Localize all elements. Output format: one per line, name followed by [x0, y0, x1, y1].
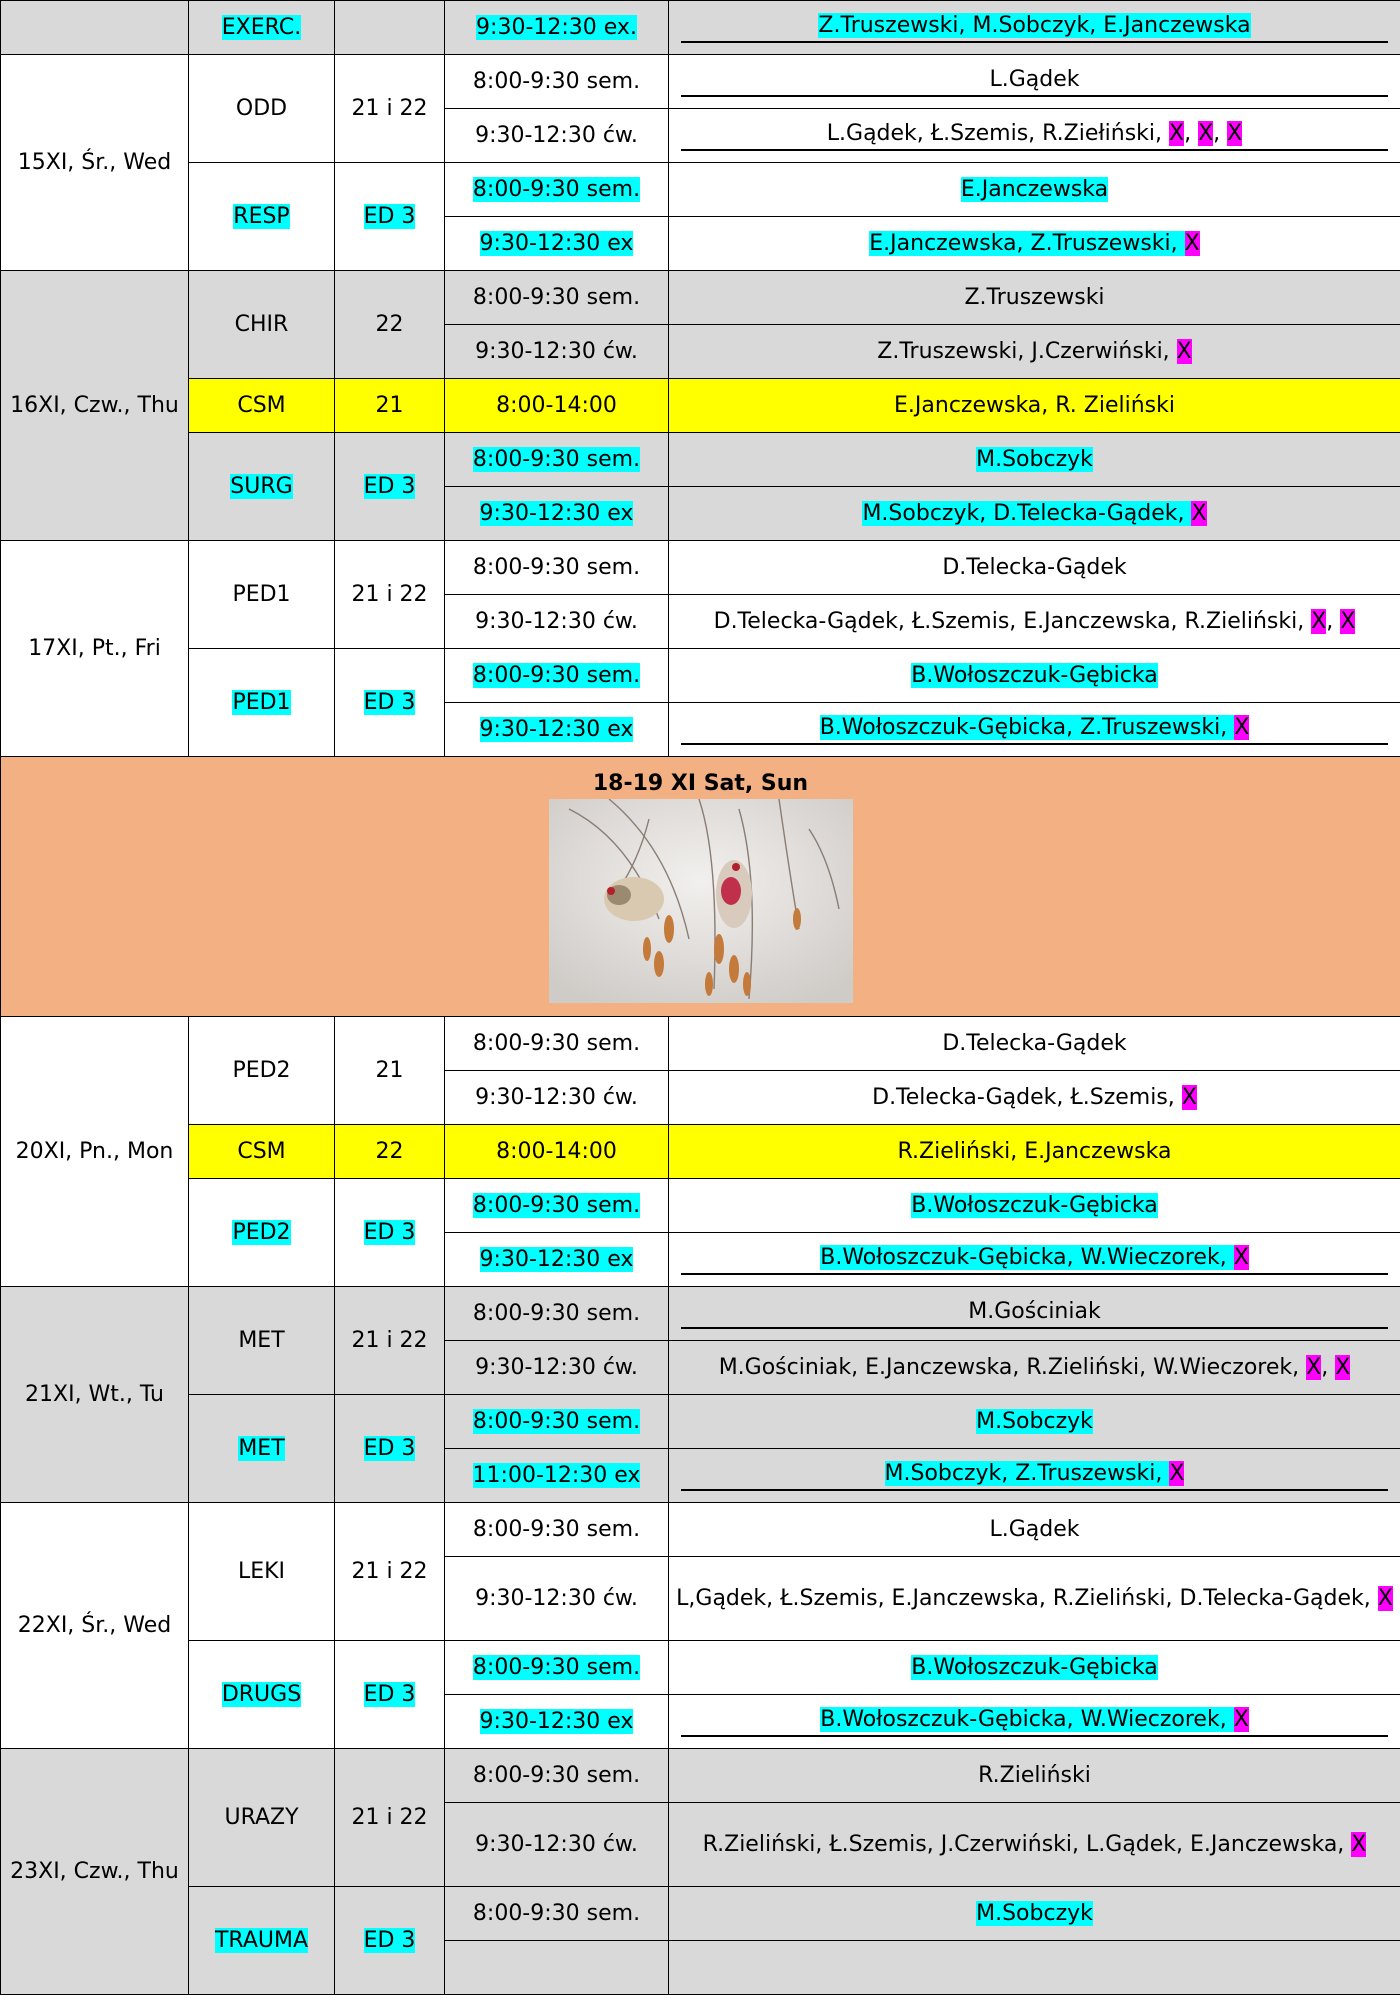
- course-cell: RESP: [189, 163, 335, 271]
- group-cell: 21 i 22: [335, 1287, 445, 1395]
- group-cell: 22: [335, 271, 445, 379]
- time-cell: 9:30-12:30 ćw.: [445, 1557, 669, 1641]
- course-cell: DRUGS: [189, 1641, 335, 1749]
- time-cell: 9:30-12:30 ćw.: [445, 1341, 669, 1395]
- time-cell: 8:00-9:30 sem.: [445, 271, 669, 325]
- group-cell: 22: [335, 1125, 445, 1179]
- teachers-cell: B.Wołoszczuk-Gębicka: [669, 1179, 1400, 1233]
- teachers-cell: B.Wołoszczuk-Gębicka, Z.Truszewski, X: [669, 703, 1400, 757]
- table-row: [1, 1, 1400, 55]
- group-cell: 21 i 22: [335, 1503, 445, 1641]
- time-cell: 8:00-9:30 sem.: [445, 541, 669, 595]
- course-cell: CHIR: [189, 271, 335, 379]
- group-cell: ED 3: [335, 433, 445, 541]
- time-cell: [445, 1941, 669, 1995]
- day-cell: 23XI, Czw., Thu: [1, 1749, 189, 1995]
- course-cell: PED1: [189, 541, 335, 649]
- table-row: [1, 1017, 1400, 1071]
- day-cell: 22XI, Śr., Wed: [1, 1503, 189, 1749]
- time-cell: 8:00-9:30 sem.: [445, 163, 669, 217]
- course-cell: PED2: [189, 1017, 335, 1125]
- teachers-cell: B.Wołoszczuk-Gębicka: [669, 1641, 1400, 1695]
- day-cell: 20XI, Pn., Mon: [1, 1017, 189, 1287]
- teachers-cell: E.Janczewska, R. Zieliński: [669, 379, 1400, 433]
- teachers-cell: L,Gądek, Ł.Szemis, E.Janczewska, R.Zieliński, D.Telecka-Gądek, X: [669, 1557, 1400, 1641]
- time-cell: 8:00-9:30 sem.: [445, 1395, 669, 1449]
- course-cell: CSM: [189, 1125, 335, 1179]
- time-cell: 8:00-14:00: [445, 1125, 669, 1179]
- time-cell: 8:00-9:30 sem.: [445, 433, 669, 487]
- table-row: [1, 1287, 1400, 1341]
- teachers-cell: L.Gądek, Ł.Szemis, R.Ziełiński, X, X, X: [669, 109, 1400, 163]
- redpoll-birds-photo: [549, 799, 853, 1003]
- group-cell: ED 3: [335, 1887, 445, 1995]
- group-cell: ED 3: [335, 163, 445, 271]
- group-cell: ED 3: [335, 1395, 445, 1503]
- weekend-cell: [1, 757, 1400, 1017]
- table-row: [1, 1179, 1400, 1233]
- group-cell: [335, 1, 445, 55]
- teachers-cell: M.Sobczyk, Z.Truszewski, X: [669, 1449, 1400, 1503]
- time-cell: 9:30-12:30 ćw.: [445, 325, 669, 379]
- teachers-cell: R.Zieliński, Ł.Szemis, J.Czerwiński, L.Gądek, E.Janczewska, X: [669, 1803, 1400, 1887]
- time-cell: 8:00-9:30 sem.: [445, 55, 669, 109]
- teachers-cell: M.Gościniak: [669, 1287, 1400, 1341]
- group-cell: ED 3: [335, 1641, 445, 1749]
- time-cell: 9:30-12:30 ex: [445, 703, 669, 757]
- weekend-row: [1, 757, 1400, 1017]
- table-row: [1, 1887, 1400, 1941]
- table-row: [1, 649, 1400, 703]
- teachers-cell: M.Sobczyk, D.Telecka-Gądek, X: [669, 487, 1400, 541]
- time-cell: 9:30-12:30 ćw.: [445, 1803, 669, 1887]
- day-cell: 15XI, Śr., Wed: [1, 55, 189, 271]
- teachers-cell: Z.Truszewski: [669, 271, 1400, 325]
- teachers-cell: E.Janczewska: [669, 163, 1400, 217]
- teachers-cell: M.Sobczyk: [669, 1887, 1400, 1941]
- course-cell: MET: [189, 1395, 335, 1503]
- group-cell: ED 3: [335, 1179, 445, 1287]
- time-cell: 8:00-9:30 sem.: [445, 1749, 669, 1803]
- teachers-cell: [669, 1941, 1400, 1995]
- time-cell: 9:30-12:30 ex: [445, 1233, 669, 1287]
- teachers-cell: D.Telecka-Gądek: [669, 541, 1400, 595]
- table-row: [1, 163, 1400, 217]
- table-row: [1, 433, 1400, 487]
- day-cell: 16XI, Czw., Thu: [1, 271, 189, 541]
- time-cell: 8:00-9:30 sem.: [445, 1887, 669, 1941]
- teachers-cell: E.Janczewska, Z.Truszewski, X: [669, 217, 1400, 271]
- group-cell: 21: [335, 1017, 445, 1125]
- course-cell: PED1: [189, 649, 335, 757]
- teachers-cell: D.Telecka-Gądek: [669, 1017, 1400, 1071]
- time-cell: 9:30-12:30 ex: [445, 217, 669, 271]
- course-cell: MET: [189, 1287, 335, 1395]
- time-cell: 9:30-12:30 ex: [445, 487, 669, 541]
- time-cell: 11:00-12:30 ex: [445, 1449, 669, 1503]
- group-cell: ED 3: [335, 649, 445, 757]
- day-cell: 21XI, Wt., Tu: [1, 1287, 189, 1503]
- group-cell: 21 i 22: [335, 1749, 445, 1887]
- teachers-cell: R.Zieliński, E.Janczewska: [669, 1125, 1400, 1179]
- teachers-cell: M.Sobczyk: [669, 433, 1400, 487]
- course-cell: LEKI: [189, 1503, 335, 1641]
- day-cell: 17XI, Pt., Fri: [1, 541, 189, 757]
- course-cell: TRAUMA: [189, 1887, 335, 1995]
- day-cell: [1, 1, 189, 55]
- table-row: [1, 541, 1400, 595]
- teachers-cell: D.Telecka-Gądek, Ł.Szemis, E.Janczewska, R.Zieliński, X, X: [669, 595, 1400, 649]
- teachers-cell: L.Gądek: [669, 55, 1400, 109]
- group-cell: 21 i 22: [335, 541, 445, 649]
- course-cell: CSM: [189, 379, 335, 433]
- table-row: [1, 271, 1400, 325]
- table-row: [1, 1749, 1400, 1803]
- teachers-cell: Z.Truszewski, M.Sobczyk, E.Janczewska: [669, 1, 1400, 55]
- course-cell: EXERC.: [189, 1, 335, 55]
- table-row: [1, 1503, 1400, 1557]
- time-cell: 9:30-12:30 ćw.: [445, 109, 669, 163]
- course-cell: URAZY: [189, 1749, 335, 1887]
- course-cell: PED2: [189, 1179, 335, 1287]
- teachers-cell: B.Wołoszczuk-Gębicka: [669, 649, 1400, 703]
- teachers-cell: D.Telecka-Gądek, Ł.Szemis, X: [669, 1071, 1400, 1125]
- time-cell: 8:00-9:30 sem.: [445, 649, 669, 703]
- teachers-cell: B.Wołoszczuk-Gębicka, W.Wieczorek, X: [669, 1233, 1400, 1287]
- group-cell: 21 i 22: [335, 55, 445, 163]
- time-cell: 8:00-9:30 sem.: [445, 1503, 669, 1557]
- teachers-cell: B.Wołoszczuk-Gębicka, W.Wieczorek, X: [669, 1695, 1400, 1749]
- table-row: [1, 1641, 1400, 1695]
- table-row: [1, 379, 1400, 433]
- table-row: [1, 1395, 1400, 1449]
- teachers-cell: Z.Truszewski, J.Czerwiński, X: [669, 325, 1400, 379]
- table-row: [1, 55, 1400, 109]
- course-cell: SURG: [189, 433, 335, 541]
- time-cell: 9:30-12:30 ex: [445, 1695, 669, 1749]
- teachers-cell: L.Gądek: [669, 1503, 1400, 1557]
- time-cell: 8:00-9:30 sem.: [445, 1641, 669, 1695]
- time-cell: 8:00-14:00: [445, 379, 669, 433]
- teachers-cell: M.Gościniak, E.Janczewska, R.Zieliński, W.Wieczorek, X, X: [669, 1341, 1400, 1395]
- time-cell: 8:00-9:30 sem.: [445, 1179, 669, 1233]
- time-cell: 9:30-12:30 ćw.: [445, 595, 669, 649]
- weekend-title: 18-19 XI Sat, Sun: [7, 770, 1394, 797]
- table-row: [1, 1125, 1400, 1179]
- teachers-cell: M.Sobczyk: [669, 1395, 1400, 1449]
- time-cell: 8:00-9:30 sem.: [445, 1017, 669, 1071]
- time-cell: 9:30-12:30 ćw.: [445, 1071, 669, 1125]
- time-cell: 8:00-9:30 sem.: [445, 1287, 669, 1341]
- teachers-cell: R.Zieliński: [669, 1749, 1400, 1803]
- time-cell: 9:30-12:30 ex.: [445, 1, 669, 55]
- group-cell: 21: [335, 379, 445, 433]
- course-cell: ODD: [189, 55, 335, 163]
